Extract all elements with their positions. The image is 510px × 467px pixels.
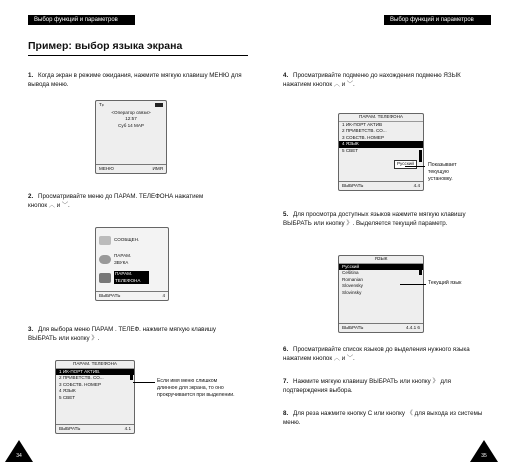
menu-item-label: ПАРАМ. ЗВУКА	[114, 253, 132, 265]
step-text: Для выбора меню ПАРАМ . ТЕЛЕФ. нажмите мягкую клавишу ВЫБРАТЬ или кнопку 》.	[28, 326, 216, 342]
menu-index: 4	[162, 293, 165, 298]
menu-item-messages[interactable]	[99, 236, 139, 245]
step-text: Просматривайте подменю до нахождения подменю ЯЗЫК нажатием кнопок ︿ и ﹀.	[283, 72, 461, 88]
step-8	[283, 409, 483, 427]
phone-screen-menu	[95, 227, 169, 301]
left-header: Выбор функций и параметров	[28, 15, 135, 25]
language-item[interactable]: Romanian	[342, 276, 363, 282]
language-item[interactable]: Slovensky	[342, 283, 363, 289]
language-item[interactable]: Slovinsky	[342, 289, 362, 295]
softkey-select[interactable]: ВЫБРАТЬ	[342, 183, 364, 188]
step-number: 2.	[28, 193, 34, 200]
menu-item-sound[interactable]	[99, 253, 144, 266]
softkey-select[interactable]: ВЫБРАТЬ	[59, 426, 81, 431]
time-text: 12:57	[125, 116, 137, 122]
menu-index: 4.1	[124, 426, 131, 431]
phone-screen-language-submenu	[338, 113, 424, 191]
step-number: 3.	[28, 326, 34, 333]
settings-item[interactable]: 1 ИК-ПОРТ АКТИВ	[342, 121, 383, 127]
note-pointer-line	[400, 284, 426, 285]
step-number: 4.	[283, 72, 289, 79]
battery-icon	[155, 103, 163, 107]
step-text: Для просмотра доступных языков нажмите мягкую клавишу ВЫБРАТЬ или кнопку 》. Выделяется текущий параметр.	[283, 211, 466, 227]
phone-screen-idle	[95, 100, 167, 174]
signal-icon: Tᵢₗₗ	[99, 102, 105, 107]
operator-text: <Оператор связи>	[111, 109, 151, 115]
title-rule	[28, 55, 248, 56]
step-6	[283, 345, 483, 363]
step-text: Для реза нажмите кнопку C или кнопку 《 для выхода из системы меню.	[283, 410, 483, 426]
right-header: Выбор функций и параметров	[384, 15, 491, 25]
scrollbar[interactable]	[419, 150, 422, 162]
step-1	[28, 71, 253, 89]
step-number: 5.	[283, 211, 289, 218]
screen-title: ЯЗЫК	[339, 256, 423, 264]
current-language-popup: Русский	[394, 160, 417, 169]
scrollbar[interactable]	[130, 370, 133, 380]
step-2	[28, 192, 218, 210]
step-4	[283, 71, 478, 89]
step-number: 7.	[283, 378, 289, 385]
settings-item-language[interactable]: 4 ЯЗЫК	[339, 141, 423, 148]
screen-title: ПАРАМ. ТЕЛЕФОНА	[56, 361, 134, 369]
note-current-language: Текущий язык	[428, 280, 462, 286]
menu-index: 4.4	[413, 183, 420, 188]
page-title: Пример: выбор языка экрана	[28, 40, 183, 52]
menu-item-phone-settings[interactable]	[99, 271, 149, 284]
menu-index: 4.4.1 6	[405, 325, 420, 330]
phone-screen-language-list	[338, 255, 424, 333]
settings-item[interactable]: 5 СВЕТ	[59, 394, 76, 400]
language-item[interactable]: Русский	[339, 264, 423, 271]
step-5	[283, 210, 478, 228]
menu-item-label: ПАРАМ. ТЕЛЕФОНА	[114, 271, 149, 284]
softkey-select[interactable]: ВЫБРАТЬ	[99, 293, 121, 298]
step-number: 8.	[283, 410, 289, 417]
softkey-select[interactable]: ВЫБРАТЬ	[342, 325, 364, 330]
note-pointer-line	[133, 382, 155, 383]
step-text: Когда экран в режиме ожидания, нажмите мягкую клавишу МЕНЮ для вывода меню.	[28, 72, 242, 88]
step-number: 1.	[28, 72, 34, 79]
language-item[interactable]: Cešitina	[342, 270, 359, 276]
settings-item[interactable]: 1 ИК-ПОРТ АКТИВ.	[56, 369, 134, 376]
page-number-left: 34	[16, 453, 22, 459]
note-pointer-line	[405, 166, 425, 167]
softkey-name[interactable]: ИМЯ	[152, 166, 163, 171]
step-text: Просматривайте список языков до выделения нужного языка нажатием кнопок ︿ и ﹀.	[283, 346, 470, 362]
speaker-icon	[99, 255, 111, 264]
menu-item-label: СООБЩЕН.	[114, 237, 140, 243]
settings-item[interactable]: 3 СОБСТВ. НОМЕР	[342, 134, 385, 140]
step-7	[283, 377, 483, 395]
screen-title: ПАРАМ. ТЕЛЕФОНА	[339, 114, 423, 122]
phone-screen-settings	[55, 360, 135, 434]
softkey-menu[interactable]: МЕНЮ	[99, 166, 114, 171]
step-text: Просматривайте меню до ПАРАМ. ТЕЛЕФОНА нажатием кнопок ︿ и ﹀.	[28, 193, 204, 209]
settings-item[interactable]: 5 СВЕТ	[342, 147, 359, 153]
envelope-icon	[99, 236, 111, 245]
phone-icon	[99, 273, 111, 283]
step-3	[28, 325, 228, 343]
settings-item[interactable]: 3 СОБСТВ. НОМЕР	[59, 381, 102, 387]
settings-item[interactable]: 2 ПРИВЕТСТВ. СО...	[342, 128, 387, 134]
settings-item[interactable]: 2 ПРИВЕТСТВ. СО...	[59, 375, 104, 381]
date-text: Суб 14 МАР	[118, 122, 144, 128]
settings-item[interactable]: 4 ЯЗЫК	[59, 388, 76, 394]
scrollbar[interactable]	[419, 265, 422, 275]
note-scroll: Если имя меню слишком длинное для экрана, то оно прокручивается при выделении.	[157, 378, 235, 398]
note-current-setting: Показывает текущую установку.	[428, 162, 457, 182]
step-number: 6.	[283, 346, 289, 353]
step-text: Нажмите мягкую клавишу ВЫБРАТЬ или кнопку 》 для подтверждения выбора.	[283, 378, 451, 394]
page-number-right: 35	[481, 453, 487, 459]
